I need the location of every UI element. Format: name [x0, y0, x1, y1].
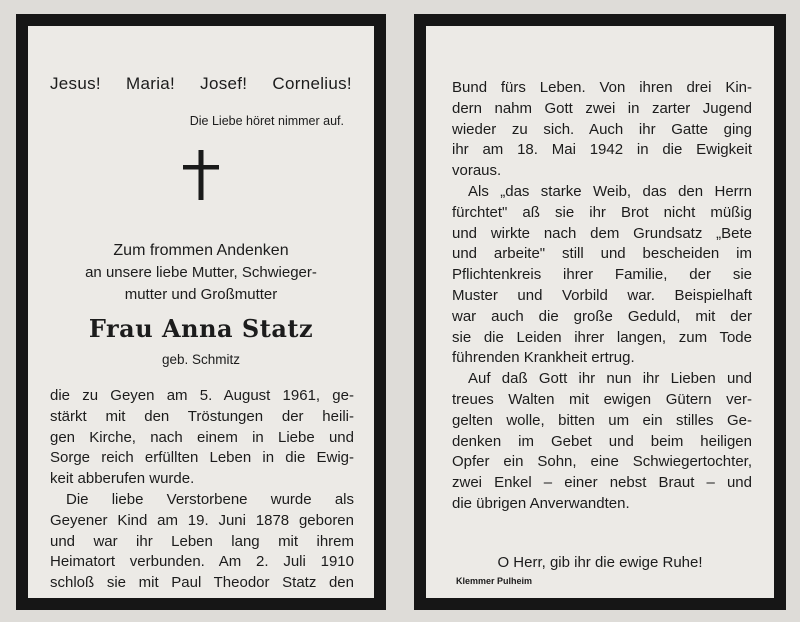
- text-line: und wirkte nach dem Grundsatz „Bete: [452, 224, 752, 242]
- right-card-page: [414, 14, 786, 610]
- text-line: Heimatort verbunden. Am 2. Juli 1910: [50, 553, 354, 571]
- text-line: keit abberufen wurde.: [50, 470, 195, 488]
- text-line: zwei Enkel – einer nebst Braut – und: [452, 474, 752, 492]
- text-line: Geyener Kind am 19. Juni 1878 geboren: [50, 511, 354, 529]
- salutation: [50, 74, 352, 94]
- text-line: voraus.: [452, 162, 502, 180]
- memorial-dedication: [28, 240, 374, 306]
- text-line: sie die Leiden ihrer langen, zum Tode: [452, 328, 752, 346]
- text-line: dern nahm Gott zwei in zarter Jugend: [452, 99, 752, 117]
- text-line: Muster und Vorbild war. Beispielhaft: [452, 286, 752, 304]
- text-line: treues Walten mit ewigen Gütern ver-: [452, 390, 752, 408]
- text-line: ihr am 18. Mai 1942 in die Ewigkeit: [452, 141, 752, 159]
- right-body-text: [452, 78, 752, 515]
- left-card-page: [16, 14, 386, 610]
- salutation-jesus: Jesus!: [50, 74, 101, 93]
- printer-imprint: Klemmer Pulheim: [456, 576, 533, 586]
- text-line: Pflichtenkreis ihrer Familie, der sie: [452, 266, 752, 284]
- text-line: die zu Geyen am 5. August 1961, ge-: [50, 387, 354, 404]
- text-line: die übrigen Anverwandten.: [452, 494, 630, 512]
- cross-icon: [181, 148, 221, 202]
- text-line: wieder zu sich. Auch ihr Gatte ging: [452, 120, 752, 138]
- text-line: stärkt mit den Tröstungen der heili-: [50, 407, 354, 425]
- text-line: und arbeite" still und bescheiden im: [452, 245, 752, 263]
- text-line: führenden Krankheit ertrug.: [452, 349, 635, 367]
- text-line: denken im Gebet und beim heiligen: [452, 432, 752, 450]
- text-line: Auf daß Gott ihr nun ihr Lieben und: [468, 370, 752, 388]
- text-line: Bund fürs Leben. Von ihren drei Kin-: [452, 79, 752, 96]
- birth-name: geb. Schmitz: [161, 352, 241, 367]
- text-line: gelten wolle, bitten um ein stilles Ge-: [452, 411, 752, 429]
- text-line: Als „das starke Weib, das den Herrn: [468, 182, 752, 200]
- deceased-name: Frau Anna Statz: [88, 314, 314, 343]
- text-line: schloß sie mit Paul Theodor Statz den: [50, 574, 354, 592]
- memorial-line: Zum frommen Andenken: [113, 242, 289, 259]
- salutation-maria: Maria!: [126, 74, 176, 93]
- closing-prayer: O Herr, gib ihr die ewige Ruhe!: [497, 554, 703, 571]
- salutation-cornelius: Cornelius!: [272, 74, 352, 93]
- motto: Die Liebe höret nimmer auf.: [189, 114, 344, 128]
- memorial-line: an unsere liebe Mutter, Schwieger-: [85, 264, 317, 281]
- text-line: gen Kirche, nach einem in Liebe und: [50, 428, 354, 446]
- text-line: Die liebe Verstorbene wurde als: [66, 490, 354, 508]
- text-line: Sorge reich erfüllten Leben in die Ewig-: [50, 449, 354, 467]
- salutation-josef: Josef!: [200, 74, 248, 93]
- text-line: war auch die große Geduld, mit der: [452, 307, 752, 325]
- text-line: Opfer ein Sohn, eine Schwiegertochter,: [452, 453, 752, 471]
- text-line: fürchtet" aß sie ihr Brot nicht müßig: [452, 203, 752, 221]
- text-line: und war ihr Leben lang mit ihrem: [50, 532, 354, 550]
- memorial-line: mutter und Großmutter: [124, 286, 278, 303]
- left-body-text: [50, 386, 354, 594]
